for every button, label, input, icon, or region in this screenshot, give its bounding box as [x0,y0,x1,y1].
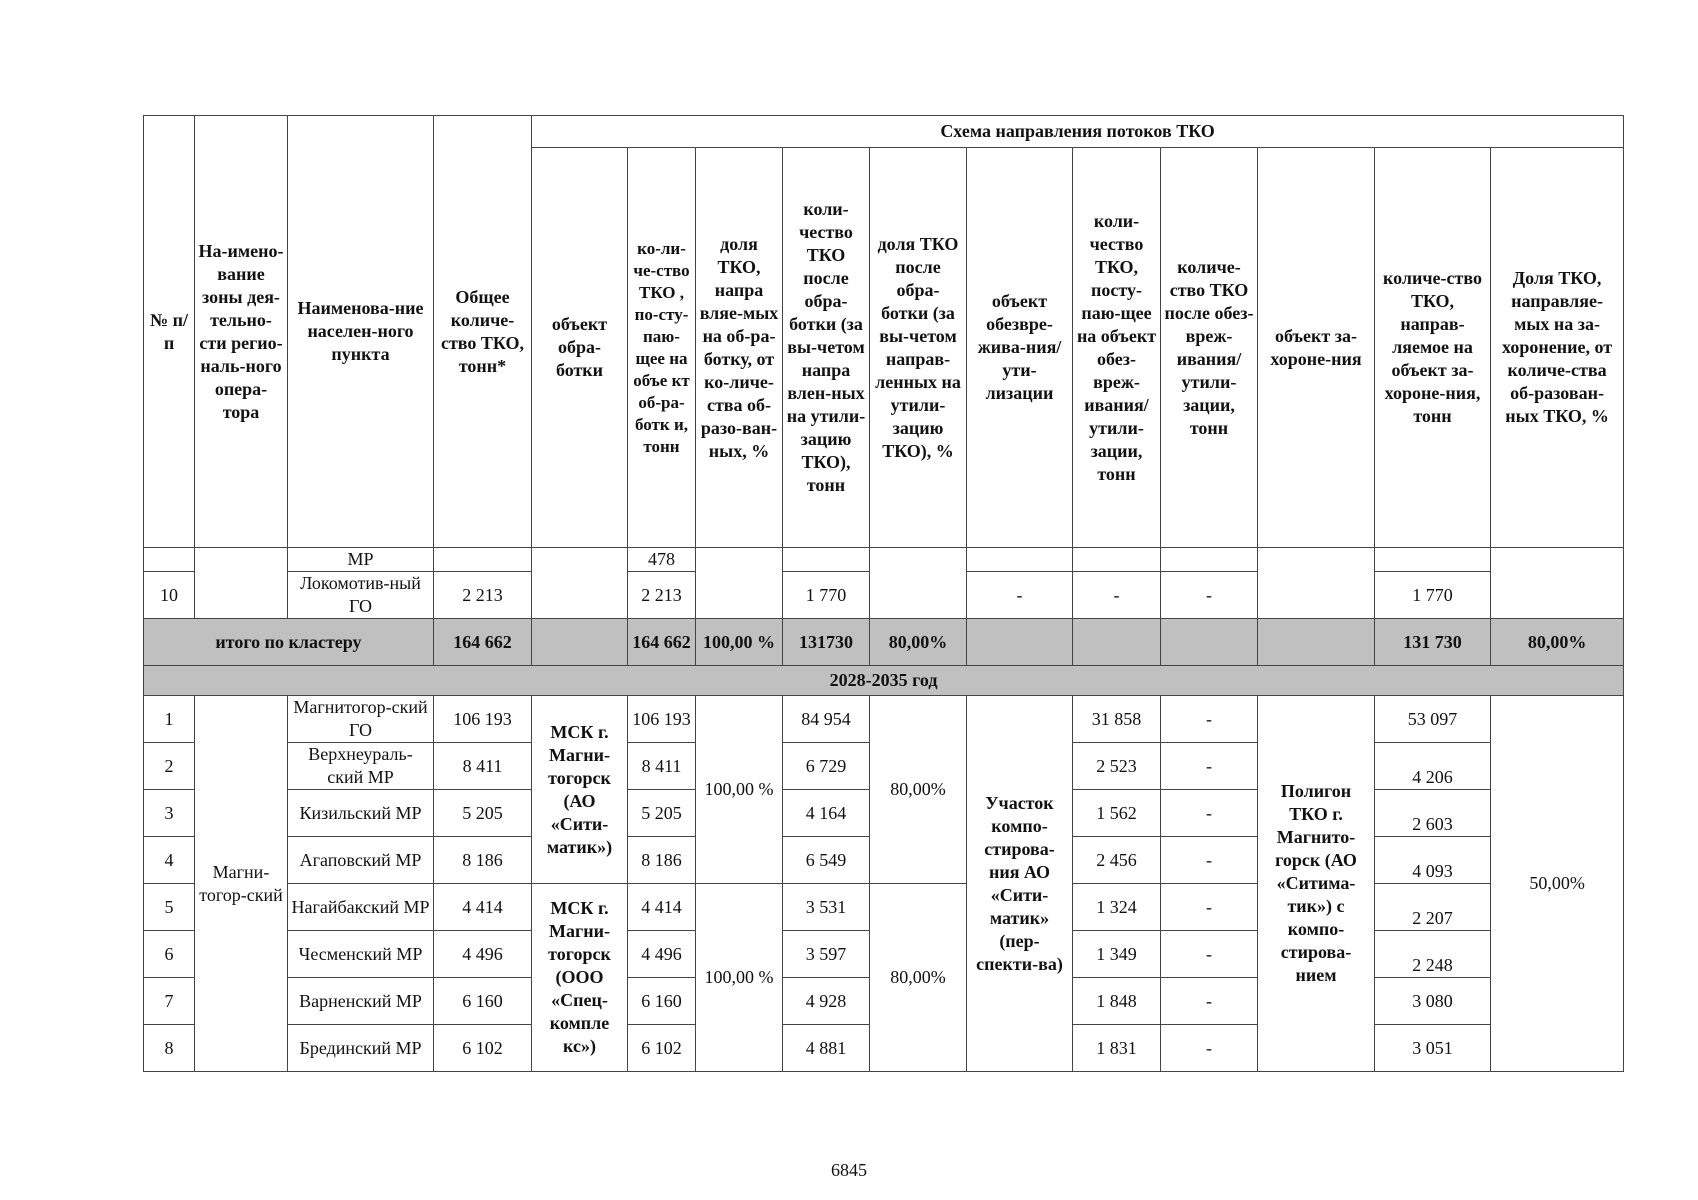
proc-share-cell: 100,00 % [696,696,783,884]
settlement-cell: Кизильский МР [288,790,434,837]
proc-share-cell: 100,00 % [696,619,783,666]
after-qty-cell: 4 164 [783,790,870,837]
after-share-cell: 80,00% [870,619,967,666]
header-proc-share: доля ТКО, напра вляе-мых на об-ра-ботку, от ко-личе-ства об-разо-ван-ных, % [696,148,783,548]
after-share-cell: 80,00% [870,696,967,884]
header-scheme: Схема направления потоков ТКО [532,116,1624,148]
settlement-cell: МР [288,548,434,572]
neut-out-cell: - [1161,696,1258,743]
burial-qty-cell: 2 603 [1375,790,1491,837]
header-settlement: Наименова-ние населен-ного пункта [288,116,434,548]
processing-object: МСК г. Магни-тогорск (АО «Сити-матик») [532,696,628,884]
burial-qty-cell: 3 051 [1375,1025,1491,1072]
neut-out-cell: - [1161,790,1258,837]
header-after-share: доля ТКО после обра-ботки (за вы-четом направ-ленных на утили-зацию ТКО), % [870,148,967,548]
after-qty-cell: 4 881 [783,1025,870,1072]
processing-object: МСК г. Магни-тогорск (ООО «Спец-компле кс») [532,884,628,1072]
settlement-cell: Агаповский МР [288,837,434,884]
row-number: 1 [144,696,195,743]
neutralization-object: Участок компо-стирова-ния АО «Сити-матик» (пер-спекти-ва) [967,696,1073,1072]
header-proc-qty: ко-ли-че-ство ТКО , по-сту-паю-щее на объе кт об-ра-ботк и, тонн [628,148,696,548]
proc-qty-cell: 5 205 [628,790,696,837]
neut-in-cell: 2 523 [1073,743,1161,790]
table-row [144,548,1624,572]
burial-share-cell: 50,00% [1491,696,1624,1072]
neut-out-cell: - [1161,931,1258,978]
after-qty-cell: 131730 [783,619,870,666]
proc-qty-cell: 6 102 [628,1025,696,1072]
burial-qty-cell: 4 093 [1375,837,1491,884]
header-after-qty: коли-чество ТКО после обра-ботки (за вы-четом напра влен-ных на утили-зацию ТКО), тонн [783,148,870,548]
neut-out-cell: - [1161,572,1258,619]
neut-out-cell: - [1161,1025,1258,1072]
burial-qty-cell: 53 097 [1375,696,1491,743]
total-cell: 5 205 [434,790,532,837]
proc-qty-cell: 4 414 [628,884,696,931]
neut-out-cell: - [1161,884,1258,931]
settlement-cell: Чесменский МР [288,931,434,978]
header-total: Общее количе-ство ТКО, тонн* [434,116,532,548]
header-neut-out: количе-ство ТКО после обез-вреж-ивания/ утили-зации, тонн [1161,148,1258,548]
after-qty-cell: 84 954 [783,696,870,743]
header-neut-obj: объект обезвре-жива-ния/ути-лизации [967,148,1073,548]
table-row [144,884,1624,931]
neut-obj-cell: - [967,572,1073,619]
after-qty-cell: 6 729 [783,743,870,790]
total-cell: 4 414 [434,884,532,931]
total-cell: 6 102 [434,1025,532,1072]
proc-qty-cell: 106 193 [628,696,696,743]
neut-in-cell: 1 324 [1073,884,1161,931]
row-number: 4 [144,837,195,884]
row-number: 5 [144,884,195,931]
neut-in-cell: 31 858 [1073,696,1161,743]
header-proc-obj: объект обра-ботки [532,148,628,548]
neut-out-cell: - [1161,743,1258,790]
header-burial-qty: количе-ство ТКО, направ-ляемое на объект за-хороне-ния, тонн [1375,148,1491,548]
row-number: 7 [144,978,195,1025]
neut-in-cell: 1 562 [1073,790,1161,837]
after-share-cell: 80,00% [870,884,967,1072]
total-cell: 164 662 [434,619,532,666]
settlement-cell: Локомотив-ный ГО [288,572,434,619]
proc-qty-cell: 8 186 [628,837,696,884]
proc-share-cell: 100,00 % [696,884,783,1072]
section-title: 2028-2035 год [144,666,1624,696]
header-burial-share: Доля ТКО, направляе-мых на за-хоронение, от количе-ства об-разован-ных ТКО, % [1491,148,1624,548]
total-cell: 8 186 [434,837,532,884]
row-number: 3 [144,790,195,837]
row-number: 10 [144,572,195,619]
after-qty-cell: 3 531 [783,884,870,931]
burial-qty-cell: 2 207 [1375,884,1491,931]
row-number: 8 [144,1025,195,1072]
neut-in-cell: 2 456 [1073,837,1161,884]
neut-out-cell: - [1161,837,1258,884]
row-number: 2 [144,743,195,790]
settlement-cell: Магнитогор-ский ГО [288,696,434,743]
settlement-cell: Нагайбакский МР [288,884,434,931]
proc-qty-cell: 4 496 [628,931,696,978]
total-cell: 106 193 [434,696,532,743]
header-neut-in: коли-чество ТКО, посту-паю-щее на объект обез-вреж-ивания/ утили-зации, тонн [1073,148,1161,548]
total-cell: 2 213 [434,572,532,619]
burial-qty-cell: 4 206 [1375,743,1491,790]
cluster-total-row [144,619,1624,666]
header-burial-obj: объект за-хороне-ния [1258,148,1375,548]
burial-object: Полигон ТКО г. Магнито-горск (АО «Ситима-тик») с компо-стирова-нием [1258,696,1375,1072]
proc-qty-cell: 6 160 [628,978,696,1025]
after-qty-cell: 3 597 [783,931,870,978]
total-cell: 4 496 [434,931,532,978]
proc-qty-cell: 8 411 [628,743,696,790]
after-qty-cell: 1 770 [783,572,870,619]
settlement-cell: Верхнеураль-ский МР [288,743,434,790]
settlement-cell: Варненский МР [288,978,434,1025]
burial-qty-cell: 2 248 [1375,931,1491,978]
burial-qty-cell: 1 770 [1375,572,1491,619]
zone-name: Магни-тогор-ский [195,696,288,1072]
total-label: итого по кластеру [144,619,434,666]
row-number: 6 [144,931,195,978]
header-no: № п/п [144,116,195,548]
after-qty-cell: 4 928 [783,978,870,1025]
page-number: 6845 [831,1160,867,1180]
total-cell: 6 160 [434,978,532,1025]
neut-in-cell: 1 349 [1073,931,1161,978]
neut-in-cell: - [1073,572,1161,619]
settlement-cell: Брединский МР [288,1025,434,1072]
burial-share-cell: 80,00% [1491,619,1624,666]
neut-out-cell: - [1161,978,1258,1025]
proc-qty-cell: 164 662 [628,619,696,666]
burial-qty-cell: 131 730 [1375,619,1491,666]
table-row [144,696,1624,743]
total-cell: 8 411 [434,743,532,790]
proc-qty-cell: 478 [628,548,696,572]
proc-qty-cell: 2 213 [628,572,696,619]
burial-qty-cell: 3 080 [1375,978,1491,1025]
after-qty-cell: 6 549 [783,837,870,884]
neut-in-cell: 1 848 [1073,978,1161,1025]
waste-flow-table [143,115,1624,1072]
neut-in-cell: 1 831 [1073,1025,1161,1072]
header-zone: На-имено-вание зоны дея-тельно-сти регио-наль-ного опера-тора [195,116,288,548]
